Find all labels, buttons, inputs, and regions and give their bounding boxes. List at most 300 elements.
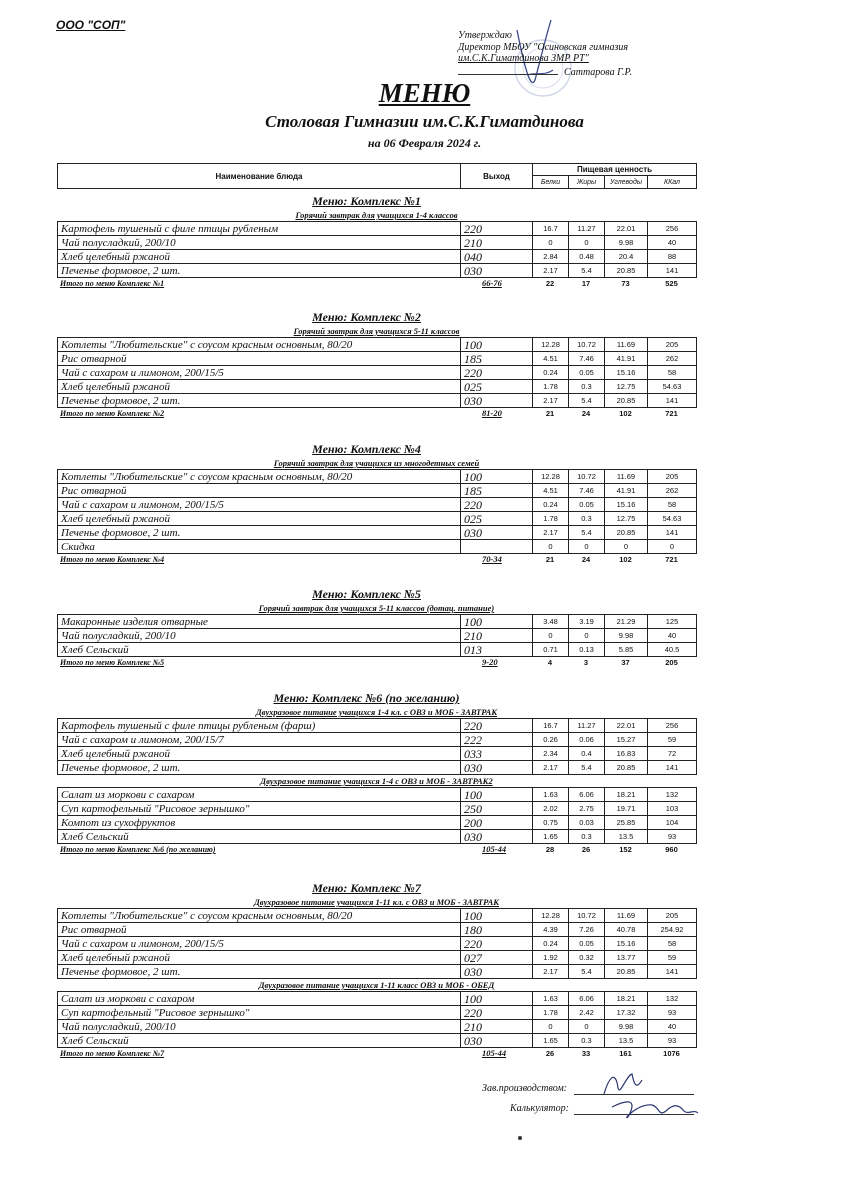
dish-table bbox=[57, 337, 697, 408]
dish-kcal: 132 bbox=[648, 788, 697, 802]
total-fat: 26 bbox=[581, 845, 591, 854]
dish-name: Хлеб Сельский bbox=[58, 1034, 461, 1048]
header-nutrition: Пищевая ценность bbox=[533, 164, 697, 176]
dish-output: 180 bbox=[461, 923, 533, 937]
dish-protein: 2.84 bbox=[533, 250, 569, 264]
dish-kcal: 205 bbox=[648, 909, 697, 923]
menu-header-table bbox=[57, 163, 697, 189]
total-kcal: 960 bbox=[665, 845, 678, 854]
dish-carbs: 9.98 bbox=[605, 236, 648, 250]
table-row bbox=[58, 352, 697, 366]
dish-kcal: 141 bbox=[648, 761, 697, 775]
section-title: Меню: Комплекс №2 bbox=[312, 310, 421, 324]
dish-output: 030 bbox=[461, 761, 533, 775]
dish-fat: 0.3 bbox=[569, 1034, 605, 1048]
dish-carbs: 20.85 bbox=[605, 965, 648, 979]
total-row bbox=[57, 1048, 696, 1059]
dish-output: 220 bbox=[461, 719, 533, 733]
dish-output: 220 bbox=[461, 498, 533, 512]
ink-dot-icon bbox=[515, 1133, 525, 1143]
dish-name: Рис отварной bbox=[58, 484, 461, 498]
dish-fat: 11.27 bbox=[569, 719, 605, 733]
dish-protein: 16.7 bbox=[533, 222, 569, 236]
dish-protein: 0 bbox=[533, 1020, 569, 1034]
dish-output: 030 bbox=[461, 264, 533, 278]
dish-kcal: 88 bbox=[648, 250, 697, 264]
table-row bbox=[58, 264, 697, 278]
total-label: Итого по меню Комплекс №7 bbox=[60, 1049, 165, 1058]
dish-kcal: 125 bbox=[648, 615, 697, 629]
table-row bbox=[58, 965, 697, 979]
dish-kcal: 256 bbox=[648, 719, 697, 733]
page-subtitle: Столовая Гимназии им.С.К.Гиматдинова bbox=[265, 112, 584, 131]
dish-carbs: 11.69 bbox=[605, 470, 648, 484]
dish-kcal: 58 bbox=[648, 498, 697, 512]
dish-fat: 0.4 bbox=[569, 747, 605, 761]
dish-protein: 4.39 bbox=[533, 923, 569, 937]
dish-output: 100 bbox=[461, 615, 533, 629]
dish-table bbox=[57, 908, 697, 979]
dish-carbs: 5.85 bbox=[605, 643, 648, 657]
dish-protein: 2.17 bbox=[533, 264, 569, 278]
dish-carbs: 15.16 bbox=[605, 498, 648, 512]
table-row bbox=[58, 719, 697, 733]
table-row bbox=[58, 615, 697, 629]
total-output: 105-44 bbox=[482, 844, 507, 854]
dish-output: 040 bbox=[461, 250, 533, 264]
dish-carbs: 41.91 bbox=[605, 352, 648, 366]
dish-output: 220 bbox=[461, 222, 533, 236]
dish-fat: 7.26 bbox=[569, 923, 605, 937]
total-protein: 4 bbox=[547, 658, 553, 667]
table-row bbox=[58, 992, 697, 1006]
dish-output: 220 bbox=[461, 366, 533, 380]
group-title: Двухразовое питание учащихся 1-11 кл. с ОВЗ и МОБ - ЗАВТРАК bbox=[253, 897, 500, 907]
dish-carbs: 21.29 bbox=[605, 615, 648, 629]
dish-kcal: 40.5 bbox=[648, 643, 697, 657]
total-label: Итого по меню Комплекс №6 (по желанию) bbox=[60, 845, 216, 854]
dish-carbs: 16.83 bbox=[605, 747, 648, 761]
dish-fat: 0.3 bbox=[569, 380, 605, 394]
calculator-signature-icon bbox=[608, 1093, 700, 1123]
table-row bbox=[58, 394, 697, 408]
approval-block bbox=[458, 30, 688, 78]
dish-protein: 1.65 bbox=[533, 1034, 569, 1048]
dish-table bbox=[57, 787, 697, 844]
dish-fat: 0 bbox=[569, 629, 605, 643]
dish-name: Печенье формовое, 2 шт. bbox=[58, 526, 461, 540]
table-row bbox=[58, 802, 697, 816]
dish-kcal: 54.63 bbox=[648, 512, 697, 526]
total-output: 9-20 bbox=[482, 657, 498, 667]
header-carbs: Углеводы bbox=[605, 176, 648, 189]
table-row bbox=[58, 470, 697, 484]
total-row bbox=[57, 408, 696, 419]
dish-protein: 2.17 bbox=[533, 761, 569, 775]
dish-carbs: 18.21 bbox=[605, 992, 648, 1006]
dish-kcal: 205 bbox=[648, 470, 697, 484]
dish-carbs: 13.5 bbox=[605, 830, 648, 844]
dish-kcal: 72 bbox=[648, 747, 697, 761]
section-title: Меню: Комплекс №5 bbox=[312, 587, 421, 601]
dish-protein: 0 bbox=[533, 236, 569, 250]
dish-fat: 7.46 bbox=[569, 484, 605, 498]
dish-protein: 1.78 bbox=[533, 512, 569, 526]
approval-signature-row bbox=[458, 65, 688, 79]
table-row bbox=[58, 733, 697, 747]
dish-carbs: 20.4 bbox=[605, 250, 648, 264]
dish-name: Рис отварной bbox=[58, 352, 461, 366]
dish-kcal: 141 bbox=[648, 965, 697, 979]
dish-carbs: 22.01 bbox=[605, 719, 648, 733]
dish-carbs: 20.85 bbox=[605, 394, 648, 408]
table-row bbox=[58, 498, 697, 512]
total-kcal: 525 bbox=[665, 279, 678, 288]
dish-kcal: 256 bbox=[648, 222, 697, 236]
dish-kcal: 40 bbox=[648, 236, 697, 250]
dish-fat: 6.06 bbox=[569, 992, 605, 1006]
dish-carbs: 17.32 bbox=[605, 1006, 648, 1020]
dish-carbs: 9.98 bbox=[605, 1020, 648, 1034]
table-row bbox=[58, 816, 697, 830]
dish-fat: 10.72 bbox=[569, 909, 605, 923]
dish-output: 210 bbox=[461, 629, 533, 643]
section-title: Меню: Комплекс №6 (по желанию) bbox=[273, 691, 460, 705]
dish-protein: 2.34 bbox=[533, 747, 569, 761]
dish-output: 185 bbox=[461, 484, 533, 498]
table-row bbox=[58, 526, 697, 540]
dish-name: Котлеты "Любительские" с соусом красным основным, 80/20 bbox=[58, 338, 461, 352]
total-kcal: 1076 bbox=[663, 1049, 680, 1058]
dish-name: Суп картофельный "Рисовое зернышко" bbox=[58, 802, 461, 816]
dish-fat: 0.05 bbox=[569, 498, 605, 512]
dish-output: 100 bbox=[461, 992, 533, 1006]
dish-name: Хлеб целебный ржаной bbox=[58, 380, 461, 394]
section-title: Меню: Комплекс №1 bbox=[312, 194, 421, 208]
total-fat: 33 bbox=[581, 1049, 591, 1058]
approval-line-2: Директор МБОУ "Осиновская гимназия bbox=[458, 41, 629, 53]
table-row bbox=[58, 338, 697, 352]
dish-kcal: 262 bbox=[648, 484, 697, 498]
dish-protein: 16.7 bbox=[533, 719, 569, 733]
total-kcal: 205 bbox=[665, 658, 678, 667]
total-fat: 17 bbox=[581, 279, 591, 288]
dish-carbs: 40.78 bbox=[605, 923, 648, 937]
dish-output: 100 bbox=[461, 470, 533, 484]
dish-output: 030 bbox=[461, 965, 533, 979]
table-row bbox=[58, 540, 697, 554]
dish-kcal: 58 bbox=[648, 366, 697, 380]
dish-output: 100 bbox=[461, 788, 533, 802]
dish-fat: 11.27 bbox=[569, 222, 605, 236]
total-output: 105-44 bbox=[482, 1048, 507, 1058]
dish-kcal: 0 bbox=[648, 540, 697, 554]
dish-fat: 5.4 bbox=[569, 394, 605, 408]
table-row bbox=[58, 643, 697, 657]
dish-table bbox=[57, 614, 697, 657]
total-output: 66-76 bbox=[482, 278, 502, 288]
dish-kcal: 93 bbox=[648, 830, 697, 844]
total-kcal: 721 bbox=[665, 409, 678, 418]
production-manager-label: Зав.производством: bbox=[482, 1083, 568, 1094]
dish-output: 200 bbox=[461, 816, 533, 830]
dish-kcal: 58 bbox=[648, 937, 697, 951]
menu-section bbox=[57, 441, 696, 565]
dish-name: Картофель тушеный с филе птицы рубленым (фарш) bbox=[58, 719, 461, 733]
total-row bbox=[57, 554, 696, 565]
dish-output: 100 bbox=[461, 338, 533, 352]
total-label: Итого по меню Комплекс №1 bbox=[60, 279, 165, 288]
table-row bbox=[58, 923, 697, 937]
total-fat: 24 bbox=[581, 555, 591, 564]
dish-carbs: 15.16 bbox=[605, 366, 648, 380]
dish-carbs: 13.77 bbox=[605, 951, 648, 965]
section-title: Меню: Комплекс №7 bbox=[312, 881, 421, 895]
total-protein: 22 bbox=[545, 279, 555, 288]
approval-line-1: Утверждаю bbox=[458, 30, 512, 41]
dish-fat: 5.4 bbox=[569, 761, 605, 775]
dish-carbs: 22.01 bbox=[605, 222, 648, 236]
dish-name: Хлеб целебный ржаной bbox=[58, 250, 461, 264]
total-output: 81-20 bbox=[482, 408, 502, 418]
dish-name: Макаронные изделия отварные bbox=[58, 615, 461, 629]
dish-name: Хлеб целебный ржаной bbox=[58, 512, 461, 526]
dish-name: Чай полусладкий, 200/10 bbox=[58, 629, 461, 643]
total-protein: 28 bbox=[545, 845, 555, 854]
dish-table bbox=[57, 221, 697, 278]
dish-fat: 0.13 bbox=[569, 643, 605, 657]
dish-carbs: 15.16 bbox=[605, 937, 648, 951]
table-row bbox=[58, 236, 697, 250]
dish-fat: 7.46 bbox=[569, 352, 605, 366]
dish-protein: 0.24 bbox=[533, 937, 569, 951]
dish-protein: 1.78 bbox=[533, 380, 569, 394]
dish-fat: 10.72 bbox=[569, 470, 605, 484]
dish-fat: 5.4 bbox=[569, 526, 605, 540]
dish-name: Котлеты "Любительские" с соусом красным основным, 80/20 bbox=[58, 909, 461, 923]
dish-output: 033 bbox=[461, 747, 533, 761]
dish-name: Котлеты "Любительские" с соусом красным основным, 80/20 bbox=[58, 470, 461, 484]
dish-output: 220 bbox=[461, 1006, 533, 1020]
total-protein: 21 bbox=[545, 555, 555, 564]
total-carbs: 73 bbox=[621, 279, 630, 288]
dish-fat: 0.32 bbox=[569, 951, 605, 965]
dish-protein: 2.17 bbox=[533, 965, 569, 979]
section-title: Меню: Комплекс №4 bbox=[312, 442, 421, 456]
group-title: Двухразовое питание учащихся 1-4 с ОВЗ и МОБ - ЗАВТРАК2 bbox=[260, 776, 493, 786]
dish-name: Печенье формовое, 2 шт. bbox=[58, 394, 461, 408]
table-row bbox=[58, 1006, 697, 1020]
dish-table bbox=[57, 991, 697, 1048]
dish-output bbox=[461, 540, 533, 554]
dish-carbs: 15.27 bbox=[605, 733, 648, 747]
group-title: Горячий завтрак для учащихся из многодетных семей bbox=[273, 458, 480, 468]
dish-protein: 1.92 bbox=[533, 951, 569, 965]
dish-carbs: 12.75 bbox=[605, 512, 648, 526]
dish-name: Салат из моркови с сахаром bbox=[58, 992, 461, 1006]
dish-kcal: 40 bbox=[648, 629, 697, 643]
total-label: Итого по меню Комплекс №4 bbox=[60, 555, 165, 564]
dish-protein: 4.51 bbox=[533, 484, 569, 498]
dish-name: Компот из сухофруктов bbox=[58, 816, 461, 830]
header-fat: Жиры bbox=[569, 176, 605, 189]
table-row bbox=[58, 484, 697, 498]
dish-carbs: 11.69 bbox=[605, 338, 648, 352]
dish-output: 025 bbox=[461, 512, 533, 526]
dish-protein: 1.63 bbox=[533, 788, 569, 802]
dish-protein: 0.24 bbox=[533, 366, 569, 380]
dish-fat: 0.3 bbox=[569, 830, 605, 844]
group-title: Горячий завтрак для учащихся 5-11 классов bbox=[293, 326, 460, 336]
dish-output: 250 bbox=[461, 802, 533, 816]
dish-kcal: 132 bbox=[648, 992, 697, 1006]
dish-protein: 1.65 bbox=[533, 830, 569, 844]
dish-protein: 12.28 bbox=[533, 909, 569, 923]
group-title: Горячий завтрак для учащихся 5-11 классов (дотац. питание) bbox=[258, 603, 495, 613]
dish-name: Хлеб Сельский bbox=[58, 643, 461, 657]
menu-section bbox=[57, 309, 696, 419]
total-label: Итого по меню Комплекс №5 bbox=[60, 658, 165, 667]
dish-name: Печенье формовое, 2 шт. bbox=[58, 761, 461, 775]
dish-kcal: 103 bbox=[648, 802, 697, 816]
dish-kcal: 262 bbox=[648, 352, 697, 366]
dish-carbs: 13.5 bbox=[605, 1034, 648, 1048]
header-protein: Белки bbox=[533, 176, 569, 189]
dish-output: 210 bbox=[461, 1020, 533, 1034]
table-row bbox=[58, 366, 697, 380]
dish-name: Хлеб целебный ржаной bbox=[58, 747, 461, 761]
dish-name: Чай с сахаром и лимоном, 200/15/5 bbox=[58, 937, 461, 951]
table-row bbox=[58, 909, 697, 923]
calculator-label: Калькулятор: bbox=[510, 1103, 569, 1114]
dish-fat: 0 bbox=[569, 1020, 605, 1034]
approval-line-3: им.С.К.Гиматдинова ЗМР РТ" bbox=[458, 53, 589, 64]
total-carbs: 37 bbox=[621, 658, 630, 667]
dish-kcal: 141 bbox=[648, 526, 697, 540]
table-row bbox=[58, 250, 697, 264]
dish-kcal: 104 bbox=[648, 816, 697, 830]
table-row bbox=[58, 1034, 697, 1048]
dish-output: 185 bbox=[461, 352, 533, 366]
dish-kcal: 93 bbox=[648, 1034, 697, 1048]
dish-name: Чай полусладкий, 200/10 bbox=[58, 1020, 461, 1034]
menu-section bbox=[57, 193, 696, 289]
dish-fat: 0 bbox=[569, 236, 605, 250]
dish-kcal: 59 bbox=[648, 951, 697, 965]
total-carbs: 102 bbox=[619, 555, 632, 564]
dish-output: 210 bbox=[461, 236, 533, 250]
dish-fat: 3.19 bbox=[569, 615, 605, 629]
dish-fat: 6.06 bbox=[569, 788, 605, 802]
dish-fat: 0.3 bbox=[569, 512, 605, 526]
dish-output: 030 bbox=[461, 394, 533, 408]
dish-carbs: 19.71 bbox=[605, 802, 648, 816]
dish-kcal: 93 bbox=[648, 1006, 697, 1020]
total-protein: 21 bbox=[545, 409, 555, 418]
total-row bbox=[57, 278, 696, 289]
dish-name: Чай с сахаром и лимоном, 200/15/5 bbox=[58, 498, 461, 512]
group-title: Двухразовое питание учащихся 1-4 кл. с ОВЗ и МОБ - ЗАВТРАК bbox=[255, 707, 498, 717]
table-row bbox=[58, 747, 697, 761]
dish-name: Скидка bbox=[58, 540, 461, 554]
dish-kcal: 141 bbox=[648, 394, 697, 408]
dish-fat: 0.05 bbox=[569, 937, 605, 951]
dish-output: 013 bbox=[461, 643, 533, 657]
table-row bbox=[58, 1020, 697, 1034]
dish-carbs: 20.85 bbox=[605, 264, 648, 278]
dish-protein: 1.63 bbox=[533, 992, 569, 1006]
dish-protein: 4.51 bbox=[533, 352, 569, 366]
total-kcal: 721 bbox=[665, 555, 678, 564]
dish-fat: 5.4 bbox=[569, 965, 605, 979]
dish-name: Чай полусладкий, 200/10 bbox=[58, 236, 461, 250]
header-output: Выход bbox=[461, 164, 533, 189]
total-row bbox=[57, 657, 696, 668]
dish-protein: 2.17 bbox=[533, 526, 569, 540]
dish-name: Суп картофельный "Рисовое зернышко" bbox=[58, 1006, 461, 1020]
approval-signer: Саттарова Г.Р. bbox=[564, 66, 633, 78]
dish-carbs: 11.69 bbox=[605, 909, 648, 923]
organization-name: ООО "СОП" bbox=[56, 18, 126, 32]
total-protein: 26 bbox=[545, 1049, 555, 1058]
total-carbs: 161 bbox=[619, 1049, 632, 1058]
dish-kcal: 254.92 bbox=[648, 923, 697, 937]
dish-name: Печенье формовое, 2 шт. bbox=[58, 965, 461, 979]
table-row bbox=[58, 512, 697, 526]
dish-fat: 0.48 bbox=[569, 250, 605, 264]
total-label: Итого по меню Комплекс №2 bbox=[60, 409, 165, 418]
dish-output: 027 bbox=[461, 951, 533, 965]
dish-carbs: 20.85 bbox=[605, 526, 648, 540]
dish-carbs: 25.85 bbox=[605, 816, 648, 830]
group-title: Горячий завтрак для учащихся 1-4 классов bbox=[295, 210, 458, 220]
dish-fat: 2.42 bbox=[569, 1006, 605, 1020]
dish-protein: 12.28 bbox=[533, 338, 569, 352]
total-fat: 3 bbox=[583, 658, 589, 667]
dish-output: 220 bbox=[461, 937, 533, 951]
total-row bbox=[57, 844, 696, 855]
page-title: МЕНЮ bbox=[378, 78, 471, 108]
dish-kcal: 141 bbox=[648, 264, 697, 278]
total-carbs: 152 bbox=[619, 845, 632, 854]
table-row bbox=[58, 937, 697, 951]
table-row bbox=[58, 222, 697, 236]
dish-protein: 0 bbox=[533, 629, 569, 643]
table-row bbox=[58, 380, 697, 394]
dish-output: 030 bbox=[461, 830, 533, 844]
dish-table bbox=[57, 718, 697, 775]
dish-carbs: 18.21 bbox=[605, 788, 648, 802]
dish-fat: 10.72 bbox=[569, 338, 605, 352]
total-output: 70-34 bbox=[482, 554, 502, 564]
dish-name: Чай с сахаром и лимоном, 200/15/5 bbox=[58, 366, 461, 380]
header-kcal: ККал bbox=[648, 176, 697, 189]
page-date: на 06 Февраля 2024 г. bbox=[367, 136, 482, 150]
dish-carbs: 9.98 bbox=[605, 629, 648, 643]
dish-fat: 0.03 bbox=[569, 816, 605, 830]
table-row bbox=[58, 830, 697, 844]
menu-section bbox=[57, 586, 696, 668]
dish-protein: 0.75 bbox=[533, 816, 569, 830]
dish-kcal: 54.63 bbox=[648, 380, 697, 394]
table-row bbox=[58, 629, 697, 643]
table-row bbox=[58, 788, 697, 802]
dish-carbs: 12.75 bbox=[605, 380, 648, 394]
dish-protein: 12.28 bbox=[533, 470, 569, 484]
dish-fat: 0.05 bbox=[569, 366, 605, 380]
dish-output: 030 bbox=[461, 526, 533, 540]
approval-signature-line bbox=[458, 65, 558, 75]
